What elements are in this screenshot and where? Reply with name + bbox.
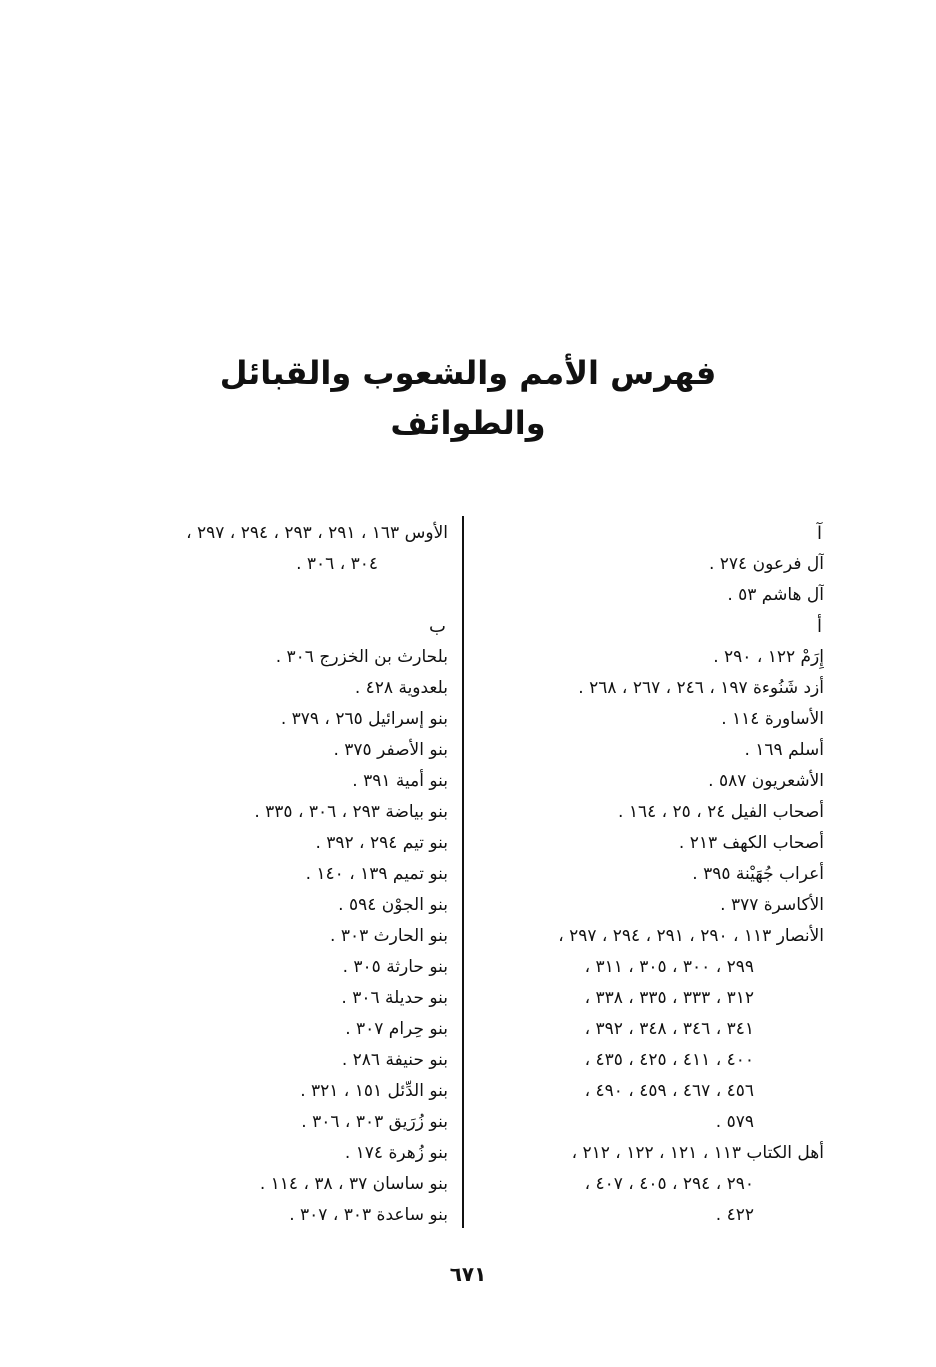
- index-entry: أسلم ١٦٩ .: [744, 740, 824, 760]
- index-title-line-1: فهرس الأمم والشعوب والقبائل: [219, 354, 717, 392]
- index-entry-continuation: ٣١٢ ، ٣٣٣ ، ٣٣٥ ، ٣٣٨ ،: [584, 988, 754, 1008]
- index-entry: آل فرعون ٢٧٤ .: [708, 554, 824, 574]
- section-letter: ب: [429, 616, 446, 637]
- index-entry: بنو زُرَيق ٣٠٣ ، ٣٠٦ .: [301, 1112, 448, 1132]
- index-entry-continuation: ٢٩٩ ، ٣٠٠ ، ٣٠٥ ، ٣١١ ،: [584, 957, 754, 977]
- index-entry-continuation: ٢٩٠ ، ٢٩٤ ، ٤٠٥ ، ٤٠٧ ،: [584, 1174, 754, 1194]
- index-entry: الأساورة ١١٤ .: [721, 709, 824, 729]
- index-entry: إِرَمْ ١٢٢ ، ٢٩٠ .: [713, 647, 824, 667]
- index-entry: بنو الحارث ٣٠٣ .: [330, 926, 448, 946]
- index-entry: أصحاب الكهف ٢١٣ .: [678, 833, 824, 853]
- index-entry: بنو الأصفر ٣٧٥ .: [333, 740, 448, 760]
- index-entry-continuation: ٤٢٢ .: [715, 1205, 754, 1225]
- section-gap: [103, 580, 448, 611]
- index-entry-continuation: ٤٠٠ ، ٤١١ ، ٤٢٥ ، ٤٣٥ ،: [584, 1050, 754, 1070]
- index-entry: بنو حارثة ٣٠٥ .: [342, 957, 448, 977]
- index-entry-continuation: ٤٥٦ ، ٤٦٧ ، ٤٥٩ ، ٤٩٠ ،: [584, 1081, 754, 1101]
- index-entry: أهل الكتاب ١١٣ ، ١٢١ ، ١٢٢ ، ٢١٢ ،: [571, 1143, 824, 1163]
- index-entry-continuation: ٥٧٩ .: [715, 1112, 754, 1132]
- index-entry: آل هاشم ٥٣ .: [727, 585, 824, 605]
- index-entry: بنو حنيفة ٢٨٦ .: [341, 1050, 448, 1070]
- index-entry: أزد شَنُوءة ١٩٧ ، ٢٤٦ ، ٢٦٧ ، ٢٦٨ .: [578, 678, 824, 698]
- index-entry: بنو حديلة ٣٠٦ .: [341, 988, 448, 1008]
- index-entry: بنو الدِّئل ١٥١ ، ٣٢١ .: [300, 1081, 448, 1101]
- left-column: [103, 518, 448, 1231]
- index-entry: أصحاب الفيل ٢٤ ، ٢٥ ، ١٦٤ .: [618, 802, 824, 822]
- index-entry: بنو ساعدة ٣٠٣ ، ٣٠٧ .: [289, 1205, 448, 1225]
- index-entry-continuation: ٣٠٤ ، ٣٠٦ .: [296, 554, 378, 574]
- right-column: [474, 518, 824, 1231]
- index-entry: بنو تيم ٢٩٤ ، ٣٩٢ .: [315, 833, 448, 853]
- index-entry-continuation: ٣٤١ ، ٣٤٦ ، ٣٤٨ ، ٣٩٢ ،: [584, 1019, 754, 1039]
- index-entry: بنو أمية ٣٩١ .: [352, 771, 448, 791]
- index-entry: الأوس ١٦٣ ، ٢٩١ ، ٢٩٣ ، ٢٩٤ ، ٢٩٧ ،: [186, 523, 448, 543]
- index-title: [0, 348, 936, 448]
- index-entry: بنو تميم ١٣٩ ، ١٤٠ .: [305, 864, 448, 884]
- index-entry: بنو إسرائيل ٢٦٥ ، ٣٧٩ .: [280, 709, 448, 729]
- page-number: ٦٧١: [449, 1262, 487, 1286]
- index-title-line-2: والطوائف: [390, 404, 546, 442]
- index-entry: الأنصار ١١٣ ، ٢٩٠ ، ٢٩١ ، ٢٩٤ ، ٢٩٧ ،: [558, 926, 824, 946]
- index-entry: بنو زُهرة ١٧٤ .: [344, 1143, 448, 1163]
- index-entry: بلعدوية ٤٢٨ .: [354, 678, 448, 698]
- section-letter: أ: [816, 616, 822, 637]
- index-entry: الأكاسرة ٣٧٧ .: [720, 895, 824, 915]
- index-entry: أعراب جُهَيْنة ٣٩٥ .: [692, 864, 824, 884]
- index-entry: بنو بياضة ٢٩٣ ، ٣٠٦ ، ٣٣٥ .: [254, 802, 448, 822]
- index-entry: الأشعريون ٥٨٧ .: [708, 771, 824, 791]
- index-entry: بنو الجوْن ٥٩٤ .: [338, 895, 448, 915]
- column-divider: [462, 516, 464, 1228]
- index-entry: بنو ساسان ٣٧ ، ٣٨ ، ١١٤ .: [259, 1174, 448, 1194]
- index-entry: بلحارث بن الخزرج ٣٠٦ .: [275, 647, 448, 667]
- section-letter: آ: [816, 523, 822, 544]
- index-entry: بنو حِرام ٣٠٧ .: [345, 1019, 448, 1039]
